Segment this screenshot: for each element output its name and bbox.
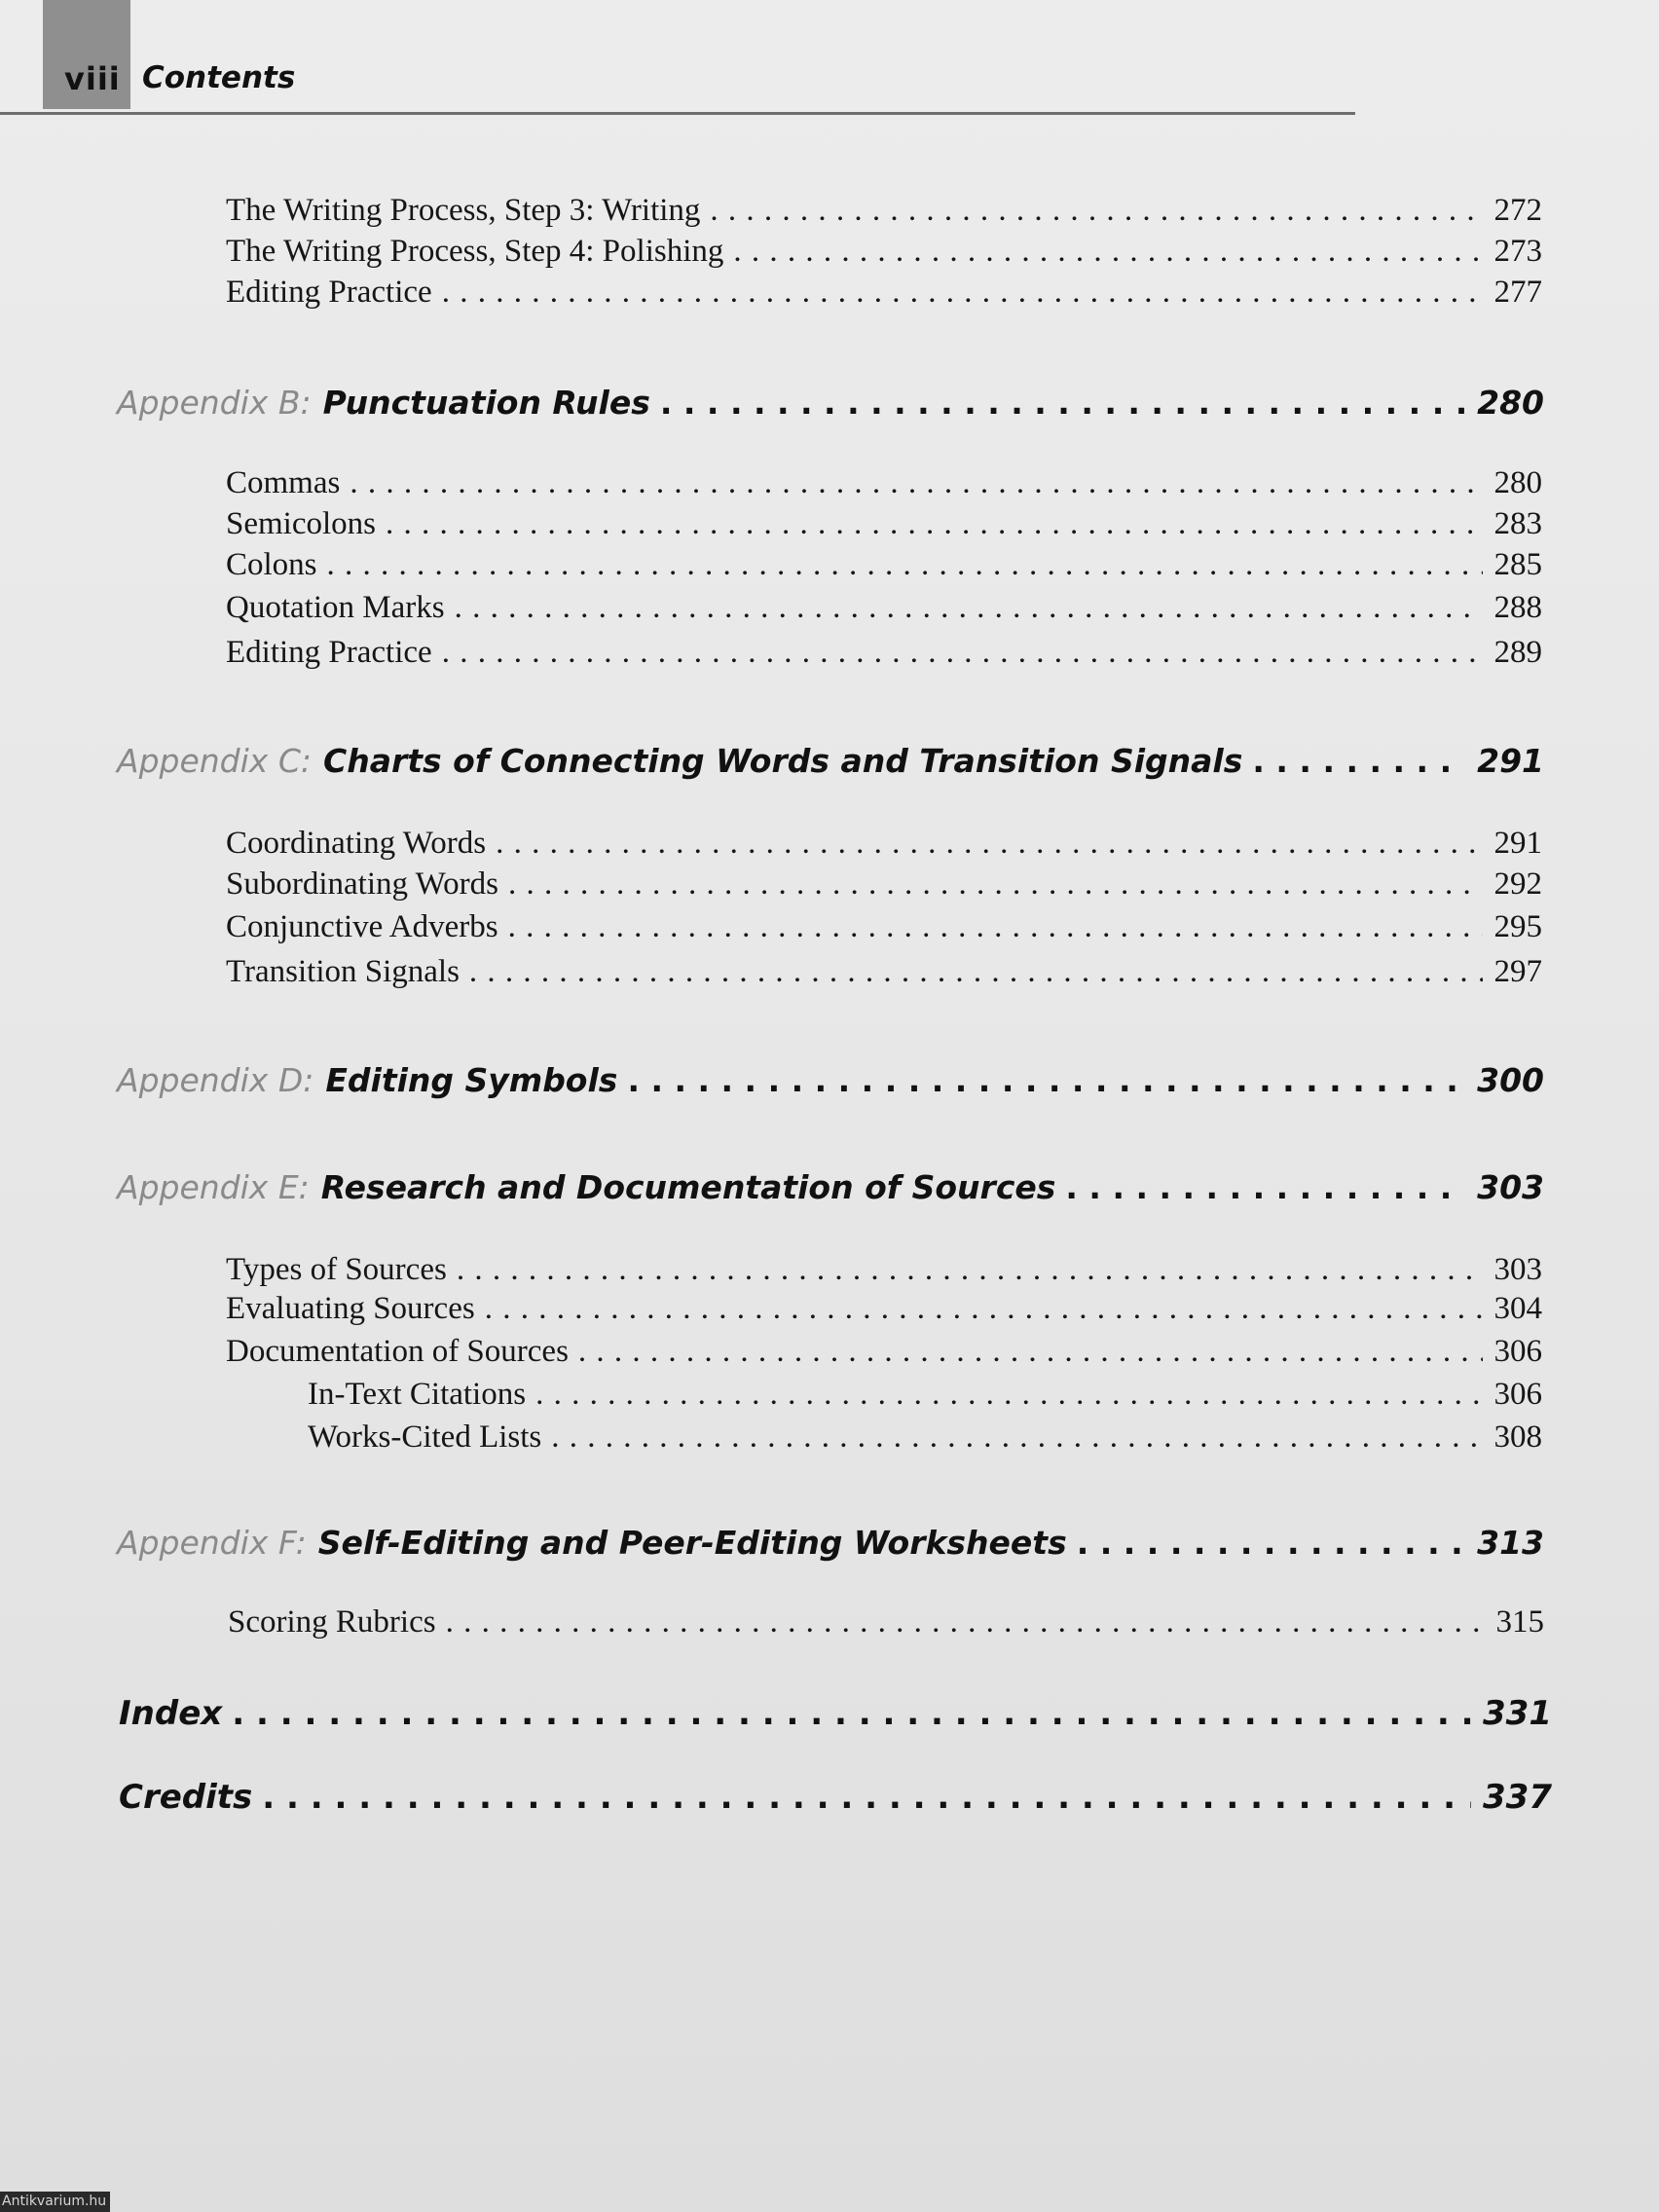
toc-entry-title: Transition Signals xyxy=(226,954,460,989)
toc-entry[interactable] xyxy=(226,275,1542,311)
dot-leader xyxy=(508,866,1483,903)
toc-entry-title: Commas xyxy=(226,465,341,500)
toc-entry-page: 292 xyxy=(1493,866,1542,902)
toc-entry[interactable] xyxy=(226,635,1542,671)
toc-entry[interactable] xyxy=(226,826,1542,862)
toc-entry-page: 289 xyxy=(1493,635,1542,670)
toc-entry[interactable] xyxy=(226,909,1542,945)
toc-entry-title: In-Text Citations xyxy=(308,1377,527,1412)
dot-leader xyxy=(508,909,1483,945)
dot-leader xyxy=(627,1061,1465,1099)
toc-entry[interactable] xyxy=(226,506,1542,542)
toc-entry[interactable] xyxy=(228,1604,1544,1641)
appendix-title: Self-Editing and Peer-Editing Worksheets xyxy=(317,1524,1067,1562)
page-number: viii xyxy=(64,60,121,97)
toc-subentry[interactable] xyxy=(308,1419,1542,1456)
toc-entry-title: Editing Practice xyxy=(226,635,432,670)
toc-entry-page: 306 xyxy=(1493,1334,1542,1369)
toc-entry[interactable] xyxy=(226,1252,1542,1288)
toc-entry-title: The Writing Process, Step 4: Polishing xyxy=(226,234,724,269)
dot-leader xyxy=(457,1252,1483,1288)
index-page: 331 xyxy=(1483,1694,1552,1733)
dot-leader xyxy=(1077,1524,1465,1562)
credits-page: 337 xyxy=(1483,1778,1552,1817)
credits-heading[interactable] xyxy=(119,1778,1552,1817)
header-rule xyxy=(0,112,1355,115)
index-heading[interactable] xyxy=(119,1694,1552,1733)
appendix-page: 303 xyxy=(1477,1168,1544,1206)
toc-entry[interactable] xyxy=(226,590,1542,626)
toc-entry-page: 272 xyxy=(1493,193,1542,228)
appendix-title: Charts of Connecting Words and Transition Signals xyxy=(322,742,1243,780)
dot-leader xyxy=(1065,1168,1465,1206)
dot-leader xyxy=(327,547,1483,583)
dot-leader xyxy=(535,1377,1482,1413)
toc-entry-page: 288 xyxy=(1493,590,1542,625)
dot-leader xyxy=(442,635,1483,671)
toc-entry[interactable] xyxy=(226,234,1542,270)
appendix-page: 280 xyxy=(1477,384,1544,422)
dot-leader xyxy=(386,506,1483,542)
appendix-b-heading[interactable] xyxy=(117,384,1544,422)
toc-entry-title: Scoring Rubrics xyxy=(228,1604,436,1640)
toc-entry-title: Editing Practice xyxy=(226,275,432,310)
toc-entry-page: 273 xyxy=(1493,234,1542,269)
appendix-label: Appendix B: xyxy=(117,384,312,422)
dot-leader xyxy=(660,384,1465,422)
toc-entry-page: 291 xyxy=(1493,826,1542,861)
dot-leader xyxy=(232,1694,1471,1733)
toc-entry-title: Semicolons xyxy=(226,506,376,541)
appendix-label: Appendix E: xyxy=(117,1168,310,1206)
toc-entry-title: Evaluating Sources xyxy=(226,1291,475,1326)
toc-entry-title: Works-Cited Lists xyxy=(308,1419,542,1455)
toc-entry-title: Colons xyxy=(226,547,317,582)
index-title: Index xyxy=(119,1694,223,1733)
toc-entry[interactable] xyxy=(226,193,1542,229)
toc-entry-page: 295 xyxy=(1493,909,1542,944)
toc-entry-page: 304 xyxy=(1493,1291,1542,1326)
appendix-page: 313 xyxy=(1477,1524,1544,1562)
dot-leader xyxy=(350,465,1482,501)
dot-leader xyxy=(1252,742,1465,780)
appendix-page: 291 xyxy=(1477,742,1544,780)
dot-leader xyxy=(469,954,1483,990)
dot-leader xyxy=(733,234,1482,270)
appendix-c-heading[interactable] xyxy=(117,742,1544,780)
toc-entry-title: The Writing Process, Step 3: Writing xyxy=(226,193,701,228)
toc-entry-page: 315 xyxy=(1495,1604,1544,1640)
dot-leader xyxy=(710,193,1482,229)
toc-subentry[interactable] xyxy=(308,1377,1542,1413)
toc-entry-page: 297 xyxy=(1493,954,1542,989)
appendix-page: 300 xyxy=(1477,1061,1544,1099)
dot-leader xyxy=(262,1778,1471,1817)
watermark: Antikvarium.hu xyxy=(0,2192,110,2212)
toc-entry-page: 308 xyxy=(1493,1419,1542,1455)
toc-entry-page: 306 xyxy=(1493,1377,1542,1412)
dot-leader xyxy=(442,275,1483,311)
appendix-d-heading[interactable] xyxy=(117,1061,1544,1099)
appendix-title: Editing Symbols xyxy=(325,1061,618,1099)
dot-leader xyxy=(578,1334,1483,1370)
dot-leader xyxy=(496,826,1482,862)
toc-entry-page: 280 xyxy=(1493,465,1542,500)
toc-entry[interactable] xyxy=(226,866,1542,903)
toc-entry[interactable] xyxy=(226,547,1542,583)
toc-entry-title: Conjunctive Adverbs xyxy=(226,909,498,944)
dot-leader xyxy=(485,1291,1483,1327)
toc-entry-page: 283 xyxy=(1493,506,1542,541)
toc-entry-title: Coordinating Words xyxy=(226,826,487,861)
toc-entry-page: 285 xyxy=(1493,547,1542,582)
credits-title: Credits xyxy=(119,1778,253,1817)
toc-entry-title: Documentation of Sources xyxy=(226,1334,569,1369)
appendix-label: Appendix F: xyxy=(117,1524,307,1562)
toc-entry-title: Quotation Marks xyxy=(226,590,445,625)
appendix-title: Research and Documentation of Sources xyxy=(320,1168,1056,1206)
appendix-title: Punctuation Rules xyxy=(322,384,650,422)
toc-entry-page: 277 xyxy=(1493,275,1542,310)
dot-leader xyxy=(455,590,1483,626)
toc-entry-title: Types of Sources xyxy=(226,1252,447,1287)
appendix-e-heading[interactable] xyxy=(117,1168,1544,1206)
toc-entry-page: 303 xyxy=(1493,1252,1542,1287)
dot-leader xyxy=(551,1419,1482,1456)
dot-leader xyxy=(446,1604,1485,1641)
appendix-label: Appendix D: xyxy=(117,1061,314,1099)
running-head-title: Contents xyxy=(142,60,296,95)
toc-entry[interactable] xyxy=(226,1334,1542,1370)
toc-entry[interactable] xyxy=(226,1291,1542,1327)
appendix-label: Appendix C: xyxy=(117,742,312,780)
appendix-f-heading[interactable] xyxy=(117,1524,1544,1562)
toc-entry[interactable] xyxy=(226,465,1542,501)
toc-entry[interactable] xyxy=(226,954,1542,990)
toc-entry-title: Subordinating Words xyxy=(226,866,498,902)
